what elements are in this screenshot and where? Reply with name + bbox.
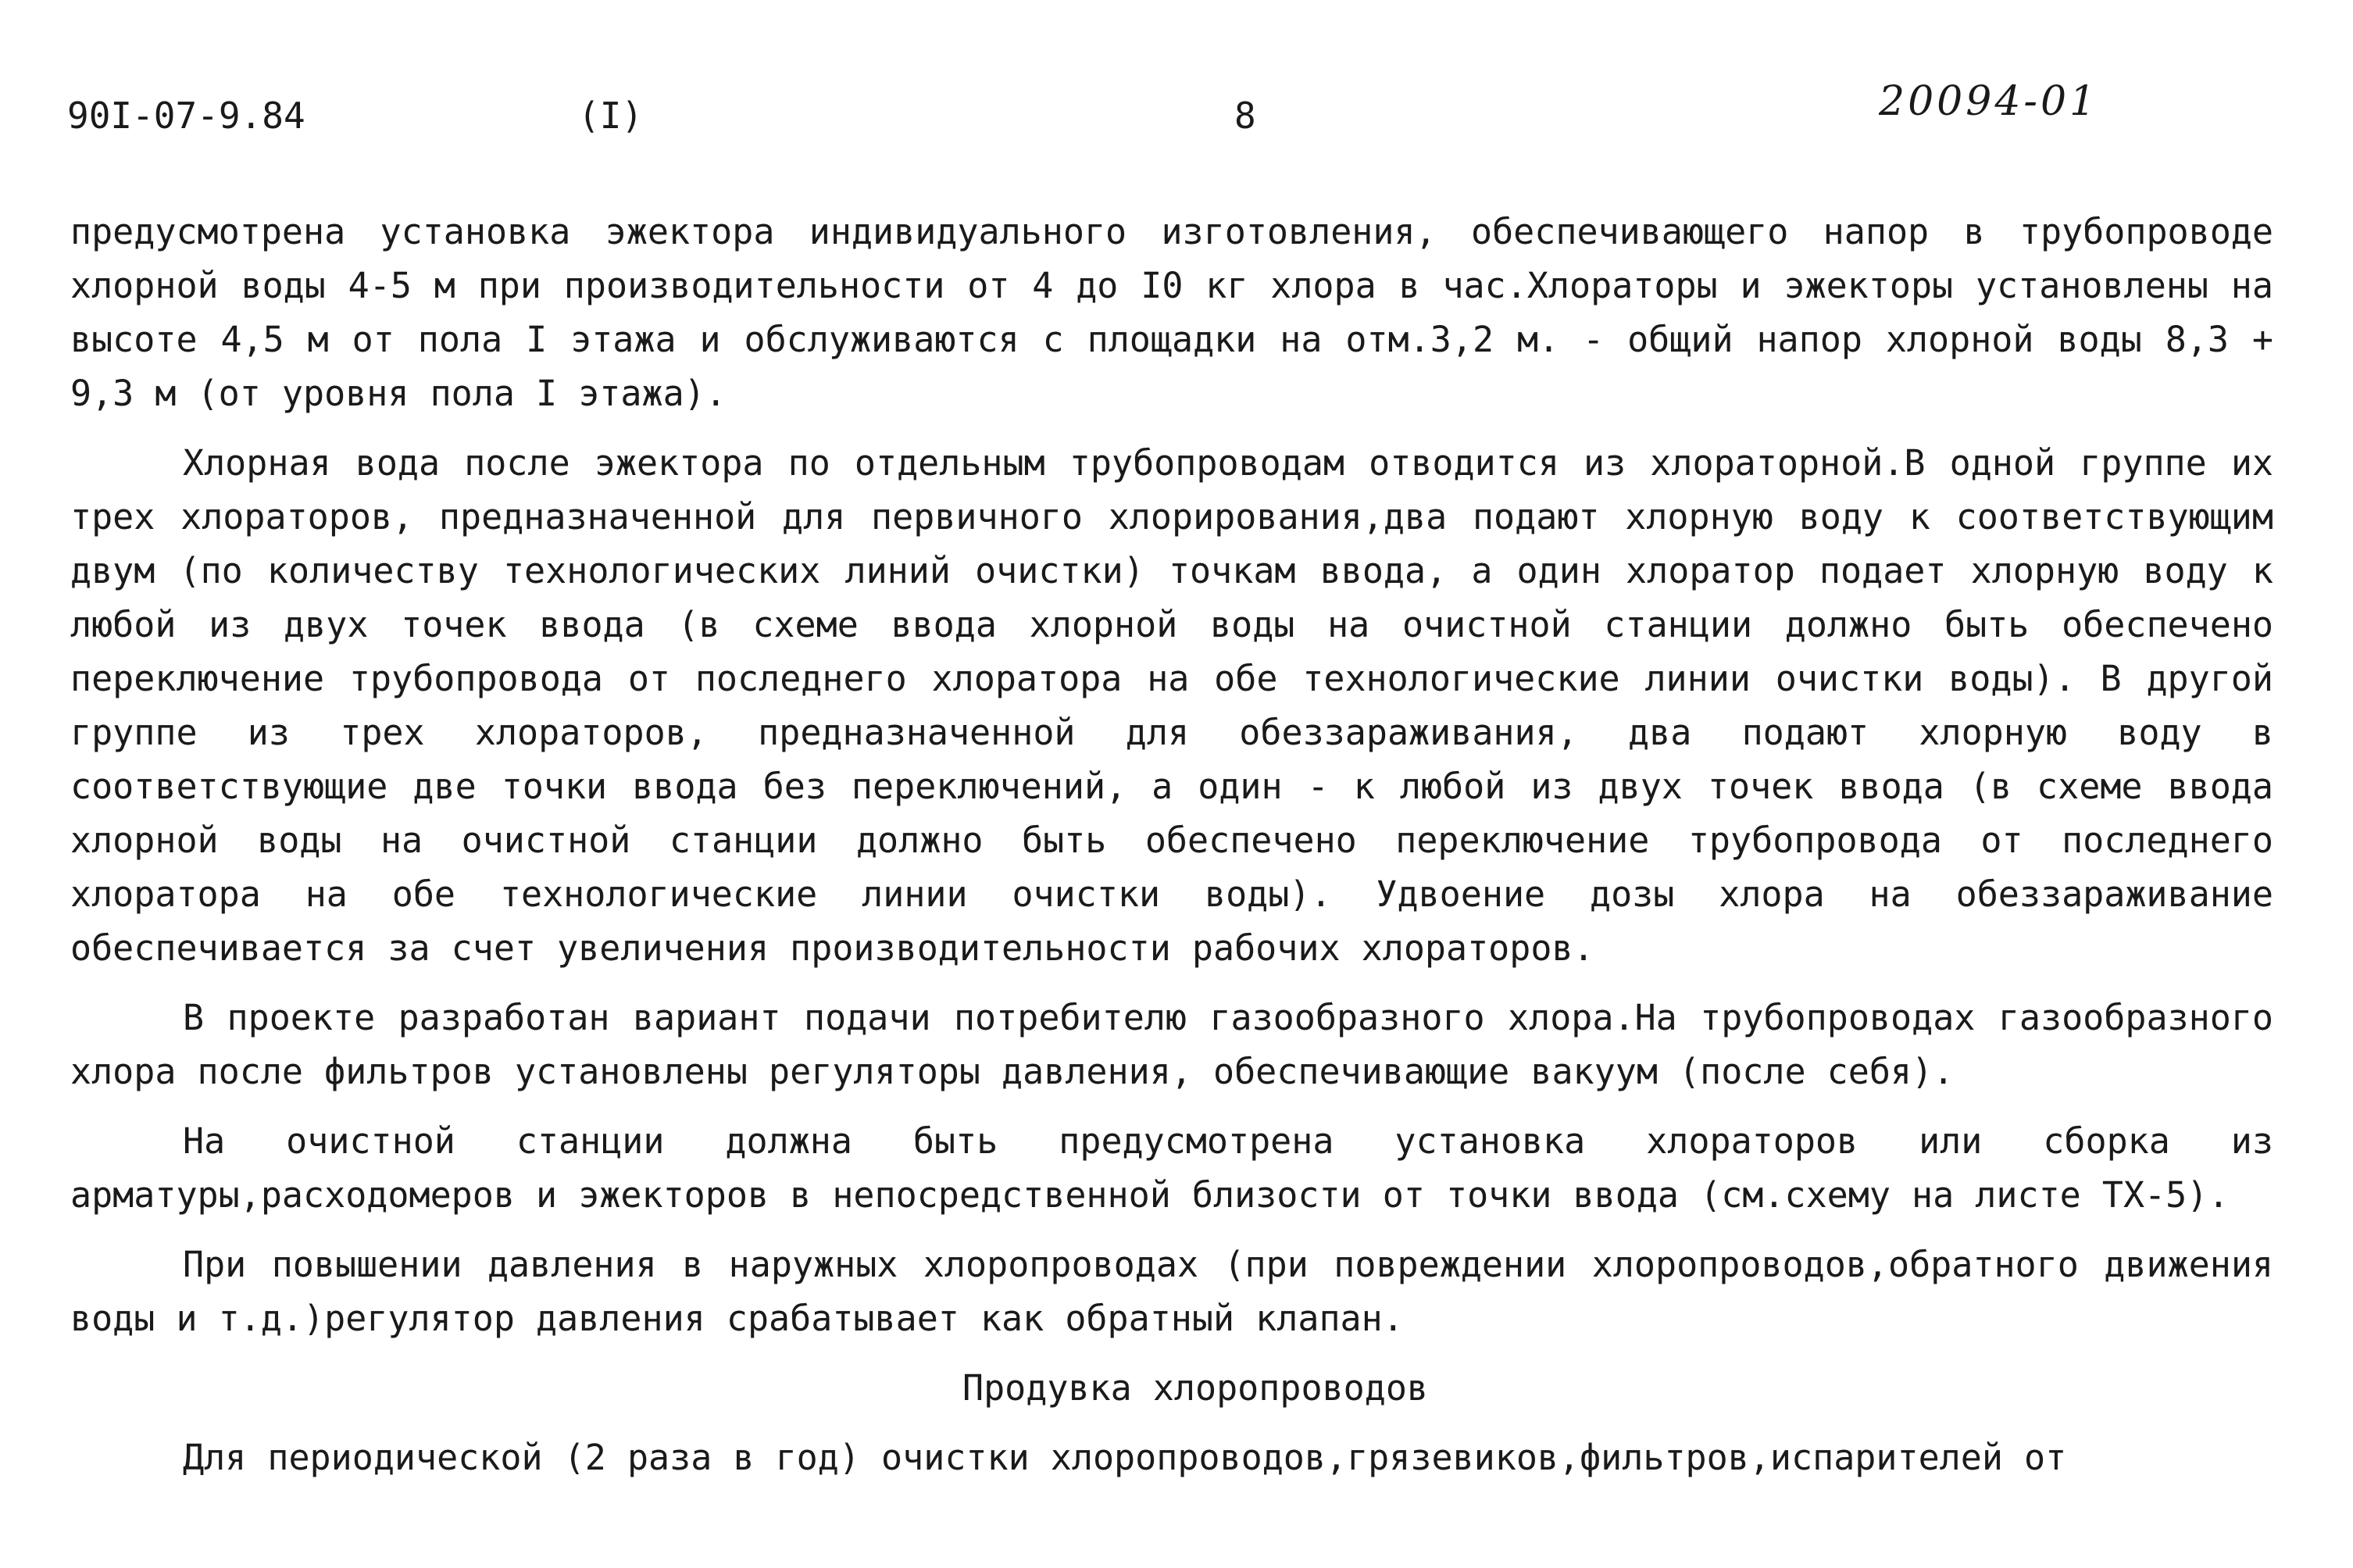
body-text bbox=[70, 205, 2273, 1500]
paragraph-pressure-regulator: При повышении давления в наружных хлоропроводах (при повреждении хлоропроводов,обратного движения воды и т.д.)регулятор давления срабатывает как обратный клапан. bbox=[70, 1244, 2273, 1339]
paragraph-continuation: предусмотрена установка эжектора индивидуального изготовления, обеспечивающего напор в трубопроводе хлорной воды 4-5 м при производительности от 4 до I0 кг хлора в час.Хлораторы и эжекторы установлены на высоте 4,5 м от пола I этажа и обслуживаются с площадки на отм.3,2 м. - общий напор хлорной воды 8,3 + 9,3 м (от уровня пола I этажа). bbox=[70, 211, 2273, 414]
paragraph-gas-chlorine: В проекте разработан вариант подачи потребителю газообразного хлора.На трубопроводах газообразного хлора после фильтров установлены регуляторы давления, обеспечивающие вакуум (после себя). bbox=[70, 997, 2273, 1092]
page-number: 8 bbox=[1234, 95, 1256, 137]
inventory-number: 20094-01 bbox=[1879, 78, 2099, 125]
paragraph-chlorine-water: Хлорная вода после эжектора по отдельным трубопроводам отводится из хлораторной.В одной группе их трех хлораторов, предназначенной для первичного хлорирования,два подают хлорную воду к соответствующим двум (по количеству технологических линий очистки) точкам ввода, а один хлоратор подает хлорную воду к любой из двух точек ввода (в схеме ввода хлорной воды на очистной станции должно быть обеспечено переключение трубопровода от последнего хлоратора на обе технологические линии очистки воды). В другой группе из трех хлораторов, предназначенной для обеззараживания, два подают хлорную воду в соответствующие две точки ввода без переключений, а один - к любой из двух точек ввода (в схеме ввода хлорной воды на очистной станции должно быть обеспечено переключение трубопровода от последнего хлоратора на обе технологические линии очистки воды). Удвоение дозы хлора на обеззараживание обеспечивается за счет увеличения производительности рабочих хлораторов. bbox=[70, 442, 2273, 969]
paragraph-treatment-station: На очистной станции должна быть предусмотрена установка хлораторов или сборка из арматуры,расходомеров и эжекторов в непосредственной близости от точки ввода (см.схему на листе ТХ-5). bbox=[70, 1120, 2273, 1216]
sheet-label: (I) bbox=[578, 95, 644, 137]
document-code: 90I-07-9.84 bbox=[67, 95, 305, 137]
paragraph-purging: Для периодической (2 раза в год) очистки хлоропроводов,грязевиков,фильтров,испарителей от bbox=[183, 1437, 2067, 1478]
section-heading: Продувка хлоропроводов bbox=[962, 1367, 1429, 1409]
